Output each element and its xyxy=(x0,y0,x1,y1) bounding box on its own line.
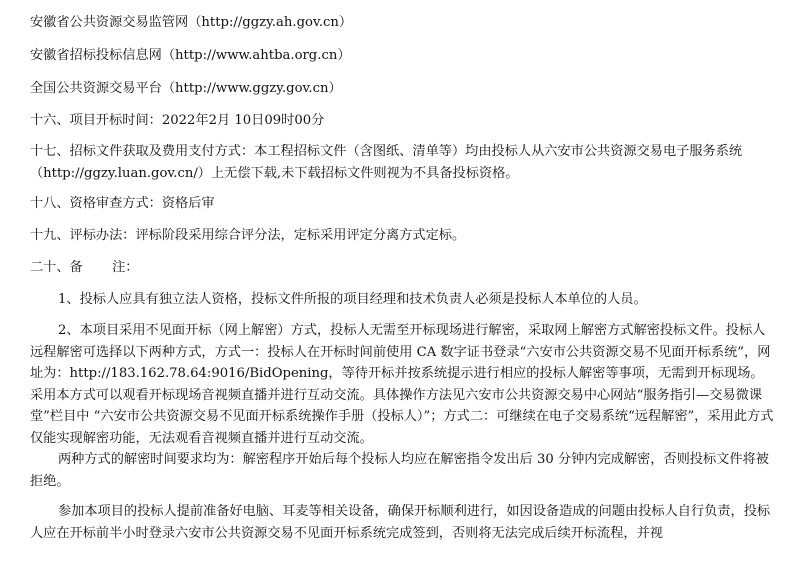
note-3: 两种方式的解密时间要求均为：解密程序开始后每个投标人均应在解密指令发出后 30 分钟内完成解密，否则投标文件将被拒绝。 xyxy=(30,452,769,489)
site-ahtba: 安徽省招标投标信息网（http://www.ahtba.org.cn） xyxy=(30,48,351,63)
item-18-qualification-review: 十八、资格审查方式：资格后审 xyxy=(30,196,215,211)
site-ah-supervision: 安徽省公共资源交易监管网（http://ggzy.ah.gov.cn） xyxy=(30,15,353,30)
item-20-notes-heading: 二十、备 注： xyxy=(30,260,139,275)
note-2: 2、本项目采用不见面开标（网上解密）方式，投标人无需至开标现场进行解密，采取网上解密方式解密投标文件。投标人远程解密可选择以下两种方式，方式一：投标人在开标时间前使用 CA 数字证书登录“六安市公共资源交易不见面开标系统”，网址为：http://183.162.78.64:9016/BidOpening，等待开标并按系统提示进行相应的投标人解密等事项，无需到开标现场。采用本方式可以观看开标现场音视频直播并进行互动交流。具体操作方法见六安市公共资源交易中心网站“服务指引—交易微课堂”栏目中 “六安市公共资源交易不见面开标系统操作手册（投标人）”；方式二：可继续在电子交易系统“远程解密”，采用此方式仅能实现解密功能，无法观看音视频直播并进行互动交流。 xyxy=(30,323,774,446)
item-19-evaluation-method: 十九、评标办法：评标阶段采用综合评分法，定标采用评定分离方式定标。 xyxy=(30,228,466,243)
note-1: 1、投标人应具有独立法人资格，投标文件所报的项目经理和技术负责人必须是投标人本单位的人员。 xyxy=(58,292,647,307)
item-17-bid-documents: 十七、招标文件获取及费用支付方式：本工程招标文件（含图纸、清单等）均由投标人从六安市公共资源交易电子服务系统（http://ggzy.luan.gov.cn/）上无偿下载,未下载招标文件则视为不具备投标资格。 xyxy=(30,144,743,181)
site-national-platform: 全国公共资源交易平台（http://www.ggzy.gov.cn） xyxy=(30,81,342,96)
note-4: 参加本项目的投标人提前准备好电脑、耳麦等相关设备，确保开标顺利进行，如因设备造成的问题由投标人自行负责，投标人应在开标前半小时登录六安市公共资源交易不见面开标系统完成签到，否则将无法完成后续开标流程，并视 xyxy=(30,504,771,541)
item-16-bid-opening-time: 十六、项目开标时间：2022年2月 10日09时00分 xyxy=(30,113,325,128)
